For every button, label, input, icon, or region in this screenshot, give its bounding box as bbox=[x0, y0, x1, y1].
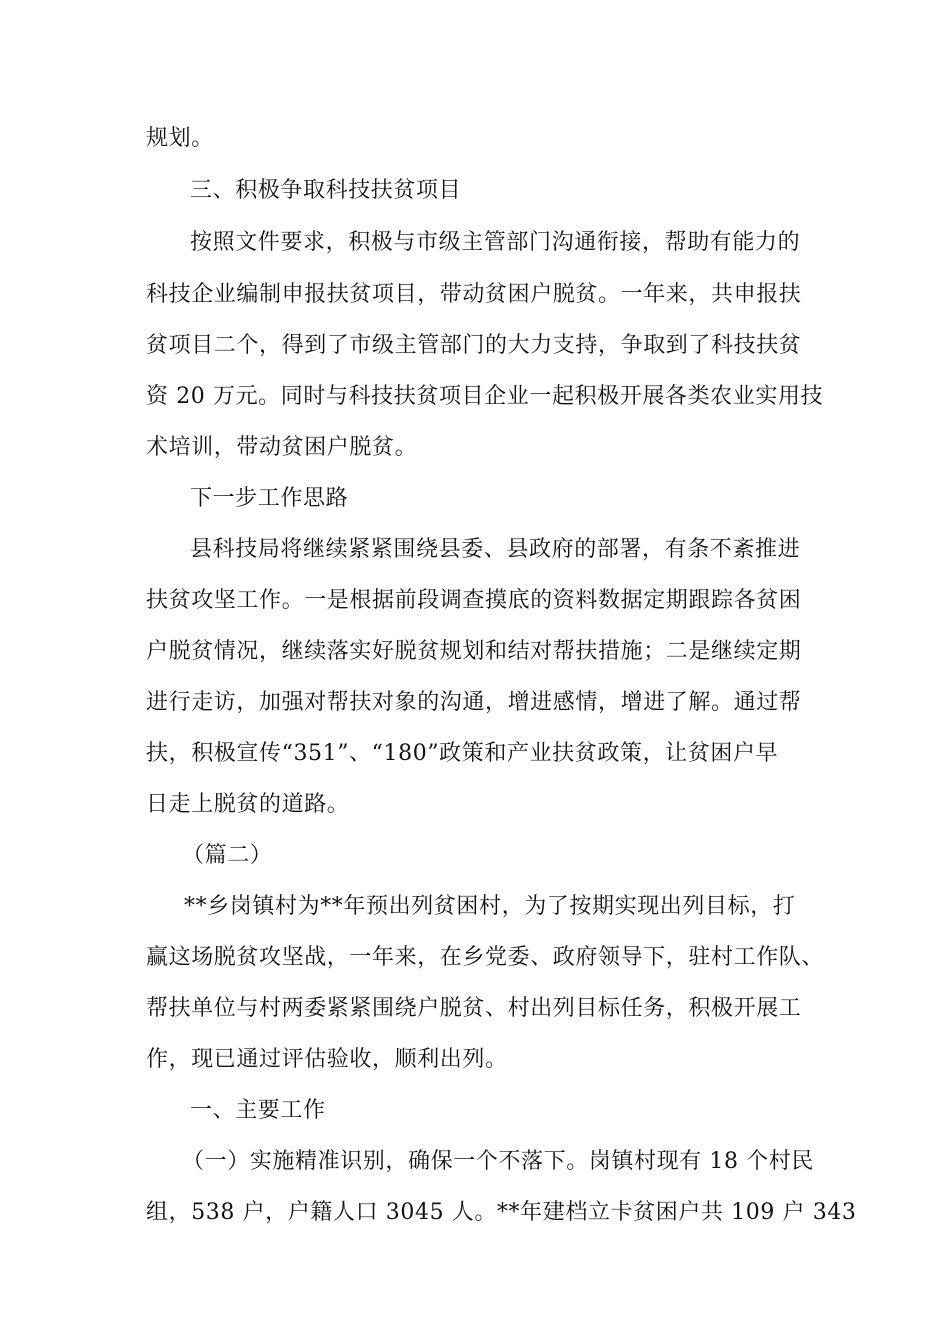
text-line-18: 帮扶单位与村两委紧紧围绕户脱贫、村出列目标任务，积极开展工 bbox=[146, 996, 802, 1021]
part-two-heading: （篇二） bbox=[182, 843, 273, 868]
section-heading-next-steps: 下一步工作思路 bbox=[190, 486, 349, 511]
text-line-11: 户脱贫情况，继续落实好脱贫规划和结对帮扶措施；二是继续定期 bbox=[146, 639, 802, 664]
text-line-5: 贫项目二个，得到了市级主管部门的大力支持，争取到了科技扶贫 bbox=[146, 333, 802, 358]
text-line-12: 进行走访，加强对帮扶对象的沟通，增进感情，增进了解。通过帮 bbox=[146, 690, 802, 715]
text-line-10: 扶贫攻坚工作。一是根据前段调查摸底的资料数据定期跟踪各贫困 bbox=[146, 588, 802, 613]
text-line-6: 资 20 万元。同时与科技扶贫项目企业一起积极开展各类农业实用技 bbox=[146, 384, 824, 409]
text-line-22: 组，538 户，户籍人口 3045 人。**年建档立卡贫困户共 109 户 343 bbox=[146, 1200, 857, 1225]
text-line-16: **乡岗镇村为**年预出列贫困村，为了按期实现出列目标，打 bbox=[184, 894, 796, 919]
text-line-21: （一）实施精准识别，确保一个不落下。岗镇村现有 18 个村民 bbox=[182, 1149, 814, 1174]
text-line-1: 规划。 bbox=[146, 126, 214, 151]
text-line-9: 县科技局将继续紧紧围绕县委、县政府的部署，有条不紊推进 bbox=[190, 537, 801, 562]
text-line-13: 扶，积极宣传“351”、“180”政策和产业扶贫政策，让贫困户早 bbox=[146, 741, 779, 766]
text-line-3: 按照文件要求，积极与市级主管部门沟通衔接，帮助有能力的 bbox=[190, 230, 801, 255]
section-heading-main-work: 一、主要工作 bbox=[190, 1098, 326, 1123]
text-line-4: 科技企业编制申报扶贫项目，带动贫困户脱贫。一年来，共申报扶 bbox=[146, 282, 802, 307]
text-line-14: 日走上脱贫的道路。 bbox=[146, 792, 350, 817]
section-heading-3: 三、积极争取科技扶贫项目 bbox=[190, 178, 462, 203]
text-line-19: 作，现已通过评估验收，顺利出列。 bbox=[146, 1047, 508, 1072]
text-line-17: 赢这场脱贫攻坚战，一年来，在乡党委、政府领导下，驻村工作队、 bbox=[146, 945, 825, 970]
text-line-7: 术培训，带动贫困户脱贫。 bbox=[146, 435, 418, 460]
